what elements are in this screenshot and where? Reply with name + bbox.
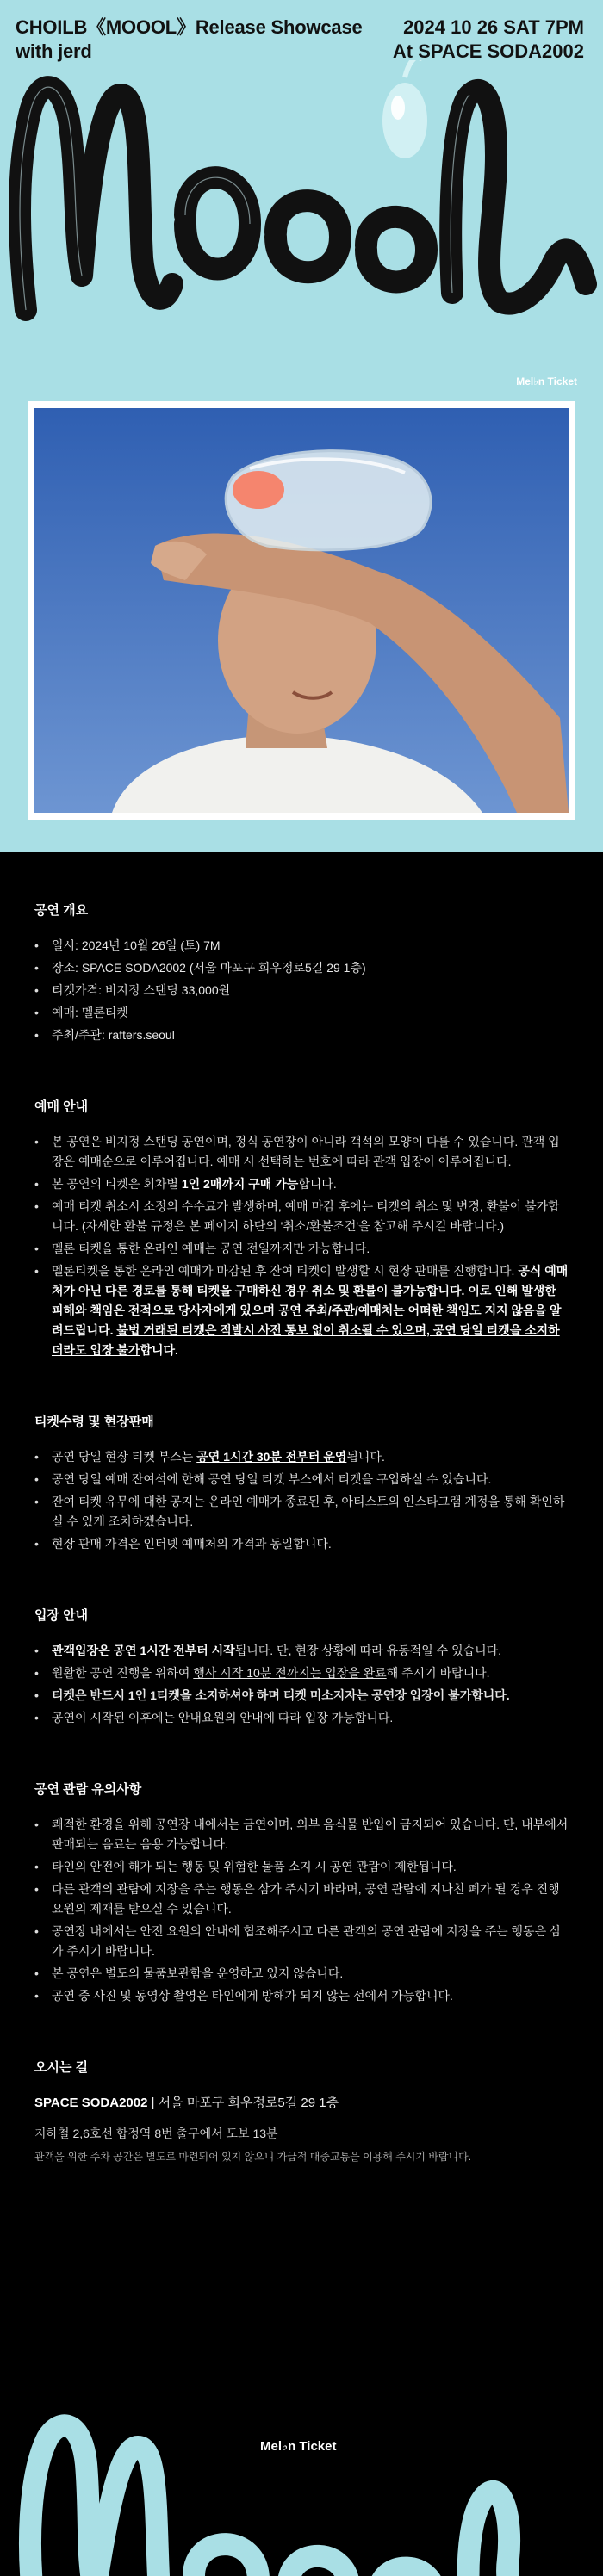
event-info (0, 852, 603, 2217)
list-item (34, 1447, 569, 1467)
parking-info: 관객을 위한 주차 공간은 별도로 마련되어 있지 않으니 가급적 대중교통을 이용해 주시기 바랍니다. (34, 2151, 472, 2163)
text-bold: 관객입장은 공연 1시간 전부터 시작 (52, 1644, 235, 1657)
text: 됩니다. (346, 1450, 385, 1464)
moool-footer-logo (0, 2387, 603, 2576)
text-bold-underline: 불법 거래된 티켓은 적발시 사전 통보 없이 취소될 수 있으며, 공연 당일 티켓을 소지하더라도 입장 불가 (52, 1323, 560, 1357)
text: 공연 당일 현장 티켓 부스는 (52, 1450, 197, 1464)
footer-banner (0, 2387, 603, 2576)
tickets-list (34, 1447, 569, 1554)
list-item: • 공연이 시작된 이후에는 안내요원의 안내에 따라 입장 가능합니다. (34, 1708, 569, 1728)
cautions-list (34, 1815, 569, 2006)
text-bold: 합니다. (140, 1343, 178, 1357)
hero-date-venue (393, 15, 584, 64)
list-item: • 멜론 티켓을 통한 온라인 예매는 공연 전일까지만 가능합니다. (34, 1239, 569, 1259)
tickets-title: 티켓수령 및 현장판매 (34, 1415, 154, 1429)
list-item (34, 1663, 569, 1683)
entry-list (34, 1641, 569, 1728)
list-item: • 잔여 티켓 유무에 대한 공지는 온라인 예매가 종료된 후, 아티스트의 인스타그램 계정을 통해 확인하실 수 있게 조치하겠습니다. (34, 1492, 569, 1532)
list-item: • 다른 관객의 관람에 지장을 주는 행동은 삼가 주시기 바라며, 공연 관람에 지나친 폐가 될 경우 진행요원의 제재를 받으실 수 있습니다. (34, 1879, 569, 1919)
hero-title (16, 15, 363, 64)
list-item: • 공연장 내에서는 안전 요원의 안내에 협조해주시고 다른 관객의 공연 관람에 지장을 주는 행동은 삼가 주시기 바랍니다. (34, 1922, 569, 1961)
venue-address (34, 2093, 569, 2114)
list-item (34, 1261, 569, 1360)
overview-title: 공연 개요 (34, 903, 89, 918)
artist-photo-frame (28, 401, 575, 820)
list-item: • 타인의 안전에 해가 되는 행동 및 위험한 물품 소지 시 공연 관람이 제한됩니다. (34, 1857, 569, 1877)
melon-ticket-logo-footer: Mel♭n Ticket (260, 2439, 337, 2454)
artist-photo (34, 408, 569, 813)
list-item: • 공연 당일 예매 잔여석에 한해 공연 당일 티켓 부스에서 티켓을 구입하실 수 있습니다. (34, 1470, 569, 1489)
directions-title: 오시는 길 (34, 2060, 89, 2075)
text: 멜론티켓을 통한 온라인 예매가 마감된 후 잔여 티켓이 발생할 시 현장 판매를 진행합니다. (52, 1264, 519, 1278)
list-item: • 예매: 멜론티켓 (34, 1003, 569, 1023)
section-directions (34, 2058, 569, 2165)
booking-title: 예매 안내 (34, 1099, 89, 1114)
list-item: • 예매 티켓 취소시 소정의 수수료가 발생하며, 예매 마감 후에는 티켓의 취소 및 변경, 환불이 불가합니다. (자세한 환불 규정은 본 페이지 하단의 '취소/환불조건'을 참고해 주시길 바랍니다.) (34, 1197, 569, 1236)
section-cautions (34, 1780, 569, 2006)
subway-info: 지하철 2,6호선 합정역 8번 출구에서 도보 13분 (34, 2127, 278, 2140)
text: 해 주시기 바랍니다. (386, 1666, 490, 1680)
text: 됩니다. 단, 현장 상황에 따라 유동적일 수 있습니다. (234, 1644, 502, 1657)
list-item: • 티켓가격: 비지정 스탠딩 33,000원 (34, 981, 569, 1000)
text-bold: 1인 2매까지 구매 가능 (181, 1177, 299, 1191)
hero-date: 2024 10 26 SAT 7PM (403, 16, 584, 38)
text-bold-underline: 공연 1시간 30분 전부터 운영 (196, 1450, 347, 1464)
section-entry (34, 1606, 569, 1728)
section-overview (34, 901, 569, 1045)
hero-title-line2: with jerd (16, 40, 92, 62)
text: 원활한 공연 진행을 위하여 (52, 1666, 194, 1680)
hero-banner (0, 0, 603, 396)
list-item: • 주최/주관: rafters.seoul (34, 1025, 569, 1045)
list-item: • 현장 판매 가격은 인터넷 예매처의 가격과 동일합니다. (34, 1534, 569, 1554)
melon-ticket-logo: Mel♭n Ticket (516, 375, 577, 387)
section-tickets (34, 1412, 569, 1554)
list-item (34, 1174, 569, 1194)
hero-venue: At SPACE SODA2002 (392, 40, 584, 62)
hero-title-line1: CHOILB《MOOOL》Release Showcase (16, 16, 363, 38)
moool-logo (0, 60, 603, 327)
cautions-title: 공연 관람 유의사항 (34, 1782, 142, 1797)
venue-name: SPACE SODA2002 (34, 2096, 148, 2110)
list-item: • 일시: 2024년 10월 26일 (토) 7M (34, 936, 569, 956)
venue-addr: | 서울 마포구 희우정로5길 29 1층 (147, 2096, 339, 2110)
list-item: • 본 공연은 별도의 물품보관함을 운영하고 있지 않습니다. (34, 1964, 569, 1984)
list-item: • 쾌적한 환경을 위해 공연장 내에서는 금연이며, 외부 음식물 반입이 금지되어 있습니다. 단, 내부에서 판매되는 음료는 음용 가능합니다. (34, 1815, 569, 1855)
text-underline: 행사 시작 10분 전까지는 입장을 완료 (193, 1666, 387, 1680)
text: 합니다. (298, 1177, 337, 1191)
overview-list (34, 936, 569, 1045)
list-item: • 본 공연은 비지정 스탠딩 공연이며, 정식 공연장이 아니라 객석의 모양이 다를 수 있습니다. 관객 입장은 예매순으로 이루어집니다. 예매 시 선택하는 번호에 따라 관객 입장이 이루어집니다. (34, 1132, 569, 1172)
list-item: • 장소: SPACE SODA2002 (서울 마포구 희우정로5길 29 1층) (34, 958, 569, 978)
list-item: • 공연 중 사진 및 동영상 촬영은 타인에게 방해가 되지 않는 선에서 가능합니다. (34, 1986, 569, 2006)
booking-list (34, 1132, 569, 1360)
list-item (34, 1641, 569, 1661)
entry-title: 입장 안내 (34, 1608, 89, 1623)
list-item: • 티켓은 반드시 1인 1티켓을 소지하셔야 하며 티켓 미소지자는 공연장 입장이 불가합니다. (34, 1686, 569, 1706)
text: 본 공연의 티켓은 회차별 (52, 1177, 182, 1191)
text-bold: 공식 예매처가 아닌 다른 경로를 통해 티켓을 구매하신 경우 취소 및 환불이 불가능합니다. 이로 인해 발생한 피해와 책임은 전적으로 당사자에게 있으며 공연 주최/주관/예매처는 어떠한 책임도 지지 않음을 알려드립니다. (52, 1264, 569, 1337)
section-booking (34, 1097, 569, 1360)
